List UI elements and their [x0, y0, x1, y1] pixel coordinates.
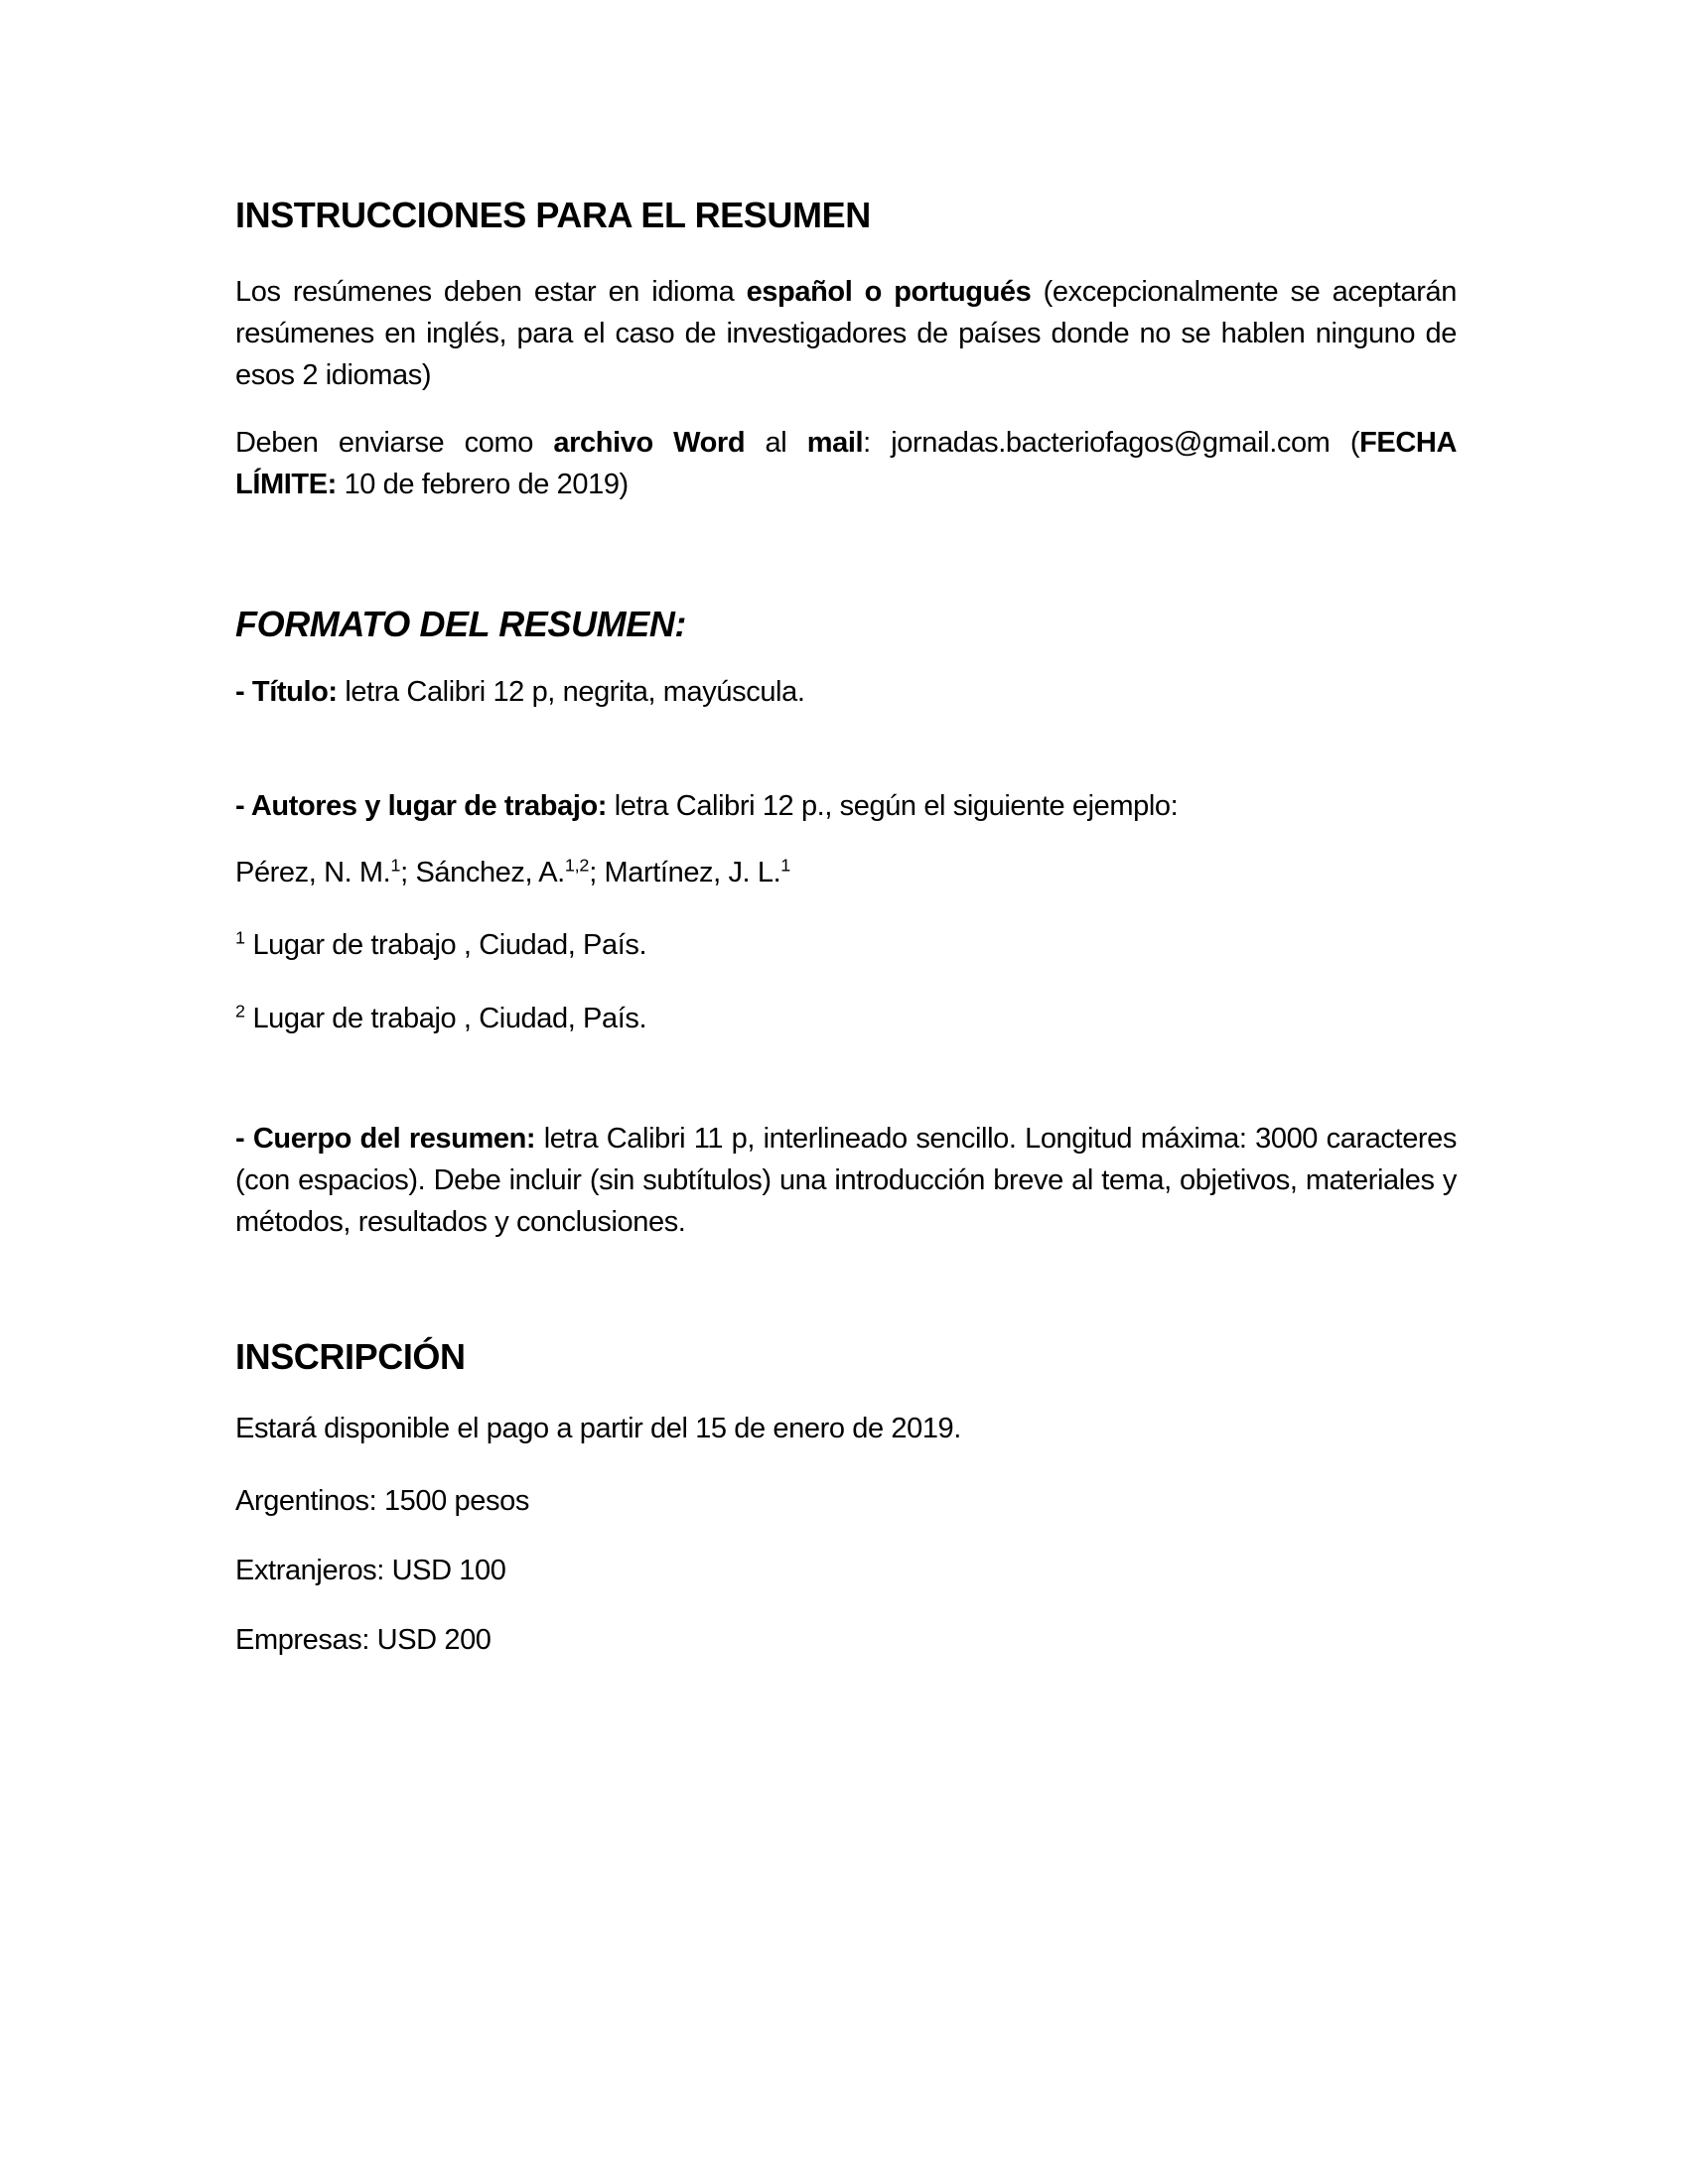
authors-example	[235, 852, 1457, 893]
affiliation-2-superscript: 2	[235, 1001, 245, 1022]
cuerpo-item	[235, 1118, 1457, 1243]
format-heading: FORMATO DEL RESUMEN:	[235, 604, 687, 644]
payment-availability: Estará disponible el pago a partir del 15 de enero de 2019.	[235, 1413, 961, 1444]
fee-empresas: Empresas: USD 200	[235, 1624, 492, 1656]
submission-bold-deadline: FECHA LÍMITE:	[235, 427, 1457, 500]
autores-item-text: letra Calibri 12 p., según el siguiente ejemplo:	[607, 790, 1179, 822]
submission-bold-word-file: archivo Word	[553, 427, 746, 459]
author-2: ; Sánchez, A.	[400, 857, 565, 888]
affiliation-1-superscript: 1	[235, 927, 245, 948]
author-3: ; Martínez, J. L.	[589, 857, 781, 888]
author-2-superscript: 1,2	[564, 855, 590, 876]
submission-bold-mail: mail	[806, 427, 864, 459]
submission-paragraph	[235, 422, 1457, 505]
submission-text-start: Deben enviarse como	[235, 427, 554, 459]
submission-text-al: al	[745, 427, 807, 459]
fee-argentinos: Argentinos: 1500 pesos	[235, 1485, 529, 1517]
affiliation-1	[235, 924, 1457, 966]
fee-extranjeros: Extranjeros: USD 100	[235, 1555, 506, 1586]
author-1-superscript: 1	[390, 855, 401, 876]
author-3-superscript: 1	[780, 855, 791, 876]
document-title: INSTRUCCIONES PARA EL RESUMEN	[235, 195, 871, 235]
cuerpo-item-label: - Cuerpo del resumen:	[235, 1123, 536, 1155]
titulo-item-label: - Título:	[235, 676, 338, 708]
autores-item	[235, 785, 1457, 827]
intro-paragraph	[235, 271, 1457, 396]
cuerpo-item-text: letra Calibri 11 p, interlineado sencillo. Longitud máxima: 3000 caracteres (con espacios). Debe incluir (sin subtítulos) una introducción breve al tema, objetivos, materiales y métodos, resultados y conclusiones.	[235, 1123, 1458, 1238]
affiliation-2-text: Lugar de trabajo , Ciudad, País.	[244, 1003, 647, 1034]
submission-email-text: : jornadas.bacteriofagos@gmail.com (	[863, 427, 1360, 459]
affiliation-1-text: Lugar de trabajo , Ciudad, País.	[244, 929, 647, 961]
inscripcion-heading: INSCRIPCIÓN	[235, 1336, 466, 1377]
intro-bold-languages: español o portugués	[746, 276, 1032, 308]
submission-deadline-date: 10 de febrero de 2019)	[336, 469, 629, 500]
affiliation-2	[235, 998, 1457, 1039]
intro-text-start: Los resúmenes deben estar en idioma	[235, 276, 747, 308]
author-1: Pérez, N. M.	[235, 857, 391, 888]
titulo-item	[235, 671, 1457, 713]
autores-item-label: - Autores y lugar de trabajo:	[235, 790, 608, 822]
titulo-item-text: letra Calibri 12 p, negrita, mayúscula.	[337, 676, 805, 708]
intro-text-end: (excepcionalmente se aceptarán resúmenes en inglés, para el caso de investigadores de países donde no se hablen ninguno de esos 2 idiomas)	[235, 276, 1457, 391]
